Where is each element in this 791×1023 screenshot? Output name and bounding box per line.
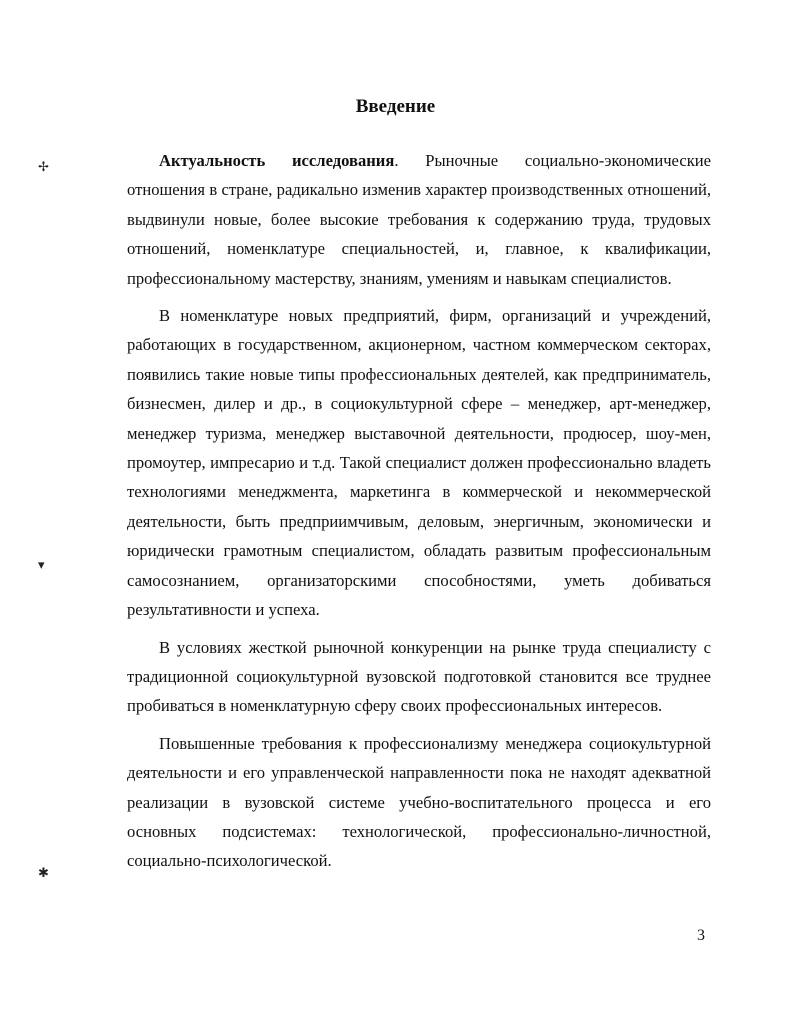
page-number: 3 (697, 927, 705, 944)
paragraph: Повышенные требования к профессионализму менеджера социокультурной деятельности и его управленческой направленности пока не находят адекватной реализации в вузовской системе учебно-воспитательного процесса и его основных подсистемах: технологической, профессионально-личностной, социально-психологической. (127, 733, 711, 871)
margin-mark-icon: ✱ (38, 865, 49, 880)
paragraph-text: . Рыночные социально-экономические отношения в стране, радикально изменив характер производственных отношений, выдвинули новые, более высокие требования к содержанию труда, трудовых отношений, номенклатуре специальностей, и, главное, к квалификации, профессиональному мастерству, знаниям, умениям и навыкам специалистов. (127, 151, 711, 288)
margin-mark-icon: ▾ (38, 557, 45, 572)
document-body (127, 146, 711, 876)
paragraph: В условиях жесткой рыночной конкуренции на рынке труда специалисту с традиционной социокультурной вузовской подготовкой становится все труднее пробиваться в номенклатурную сферу своих профессиональных интересов. (127, 637, 711, 716)
paragraph-lead: Актуальность исследования (159, 151, 395, 170)
paragraph (127, 146, 711, 293)
margin-mark-icon: ✢ (38, 159, 49, 174)
paragraph: В номенклатуре новых предприятий, фирм, организаций и учреждений, работающих в государственном, акционерном, частном коммерческом секторах, появились такие новые типы профессиональных деятелей, как предприниматель, бизнесмен, дилер и др., в социокультурной сфере – менеджер, арт-менеджер, менеджер туризма, менеджер выставочной деятельности, продюсер, шоу-мен, промоутер, импресарио и т.д. Такой специалист должен профессионально владеть технологиями менеджмента, маркетинга в коммерческой и некоммерческой деятельности, быть предприимчивым, деловым, энергичным, экономически и юридически грамотным специалистом, обладать развитым профессиональным самосознанием, организаторскими способностями, уметь добиваться результативности и успеха. (127, 306, 711, 620)
page-title: Введение (355, 96, 436, 117)
